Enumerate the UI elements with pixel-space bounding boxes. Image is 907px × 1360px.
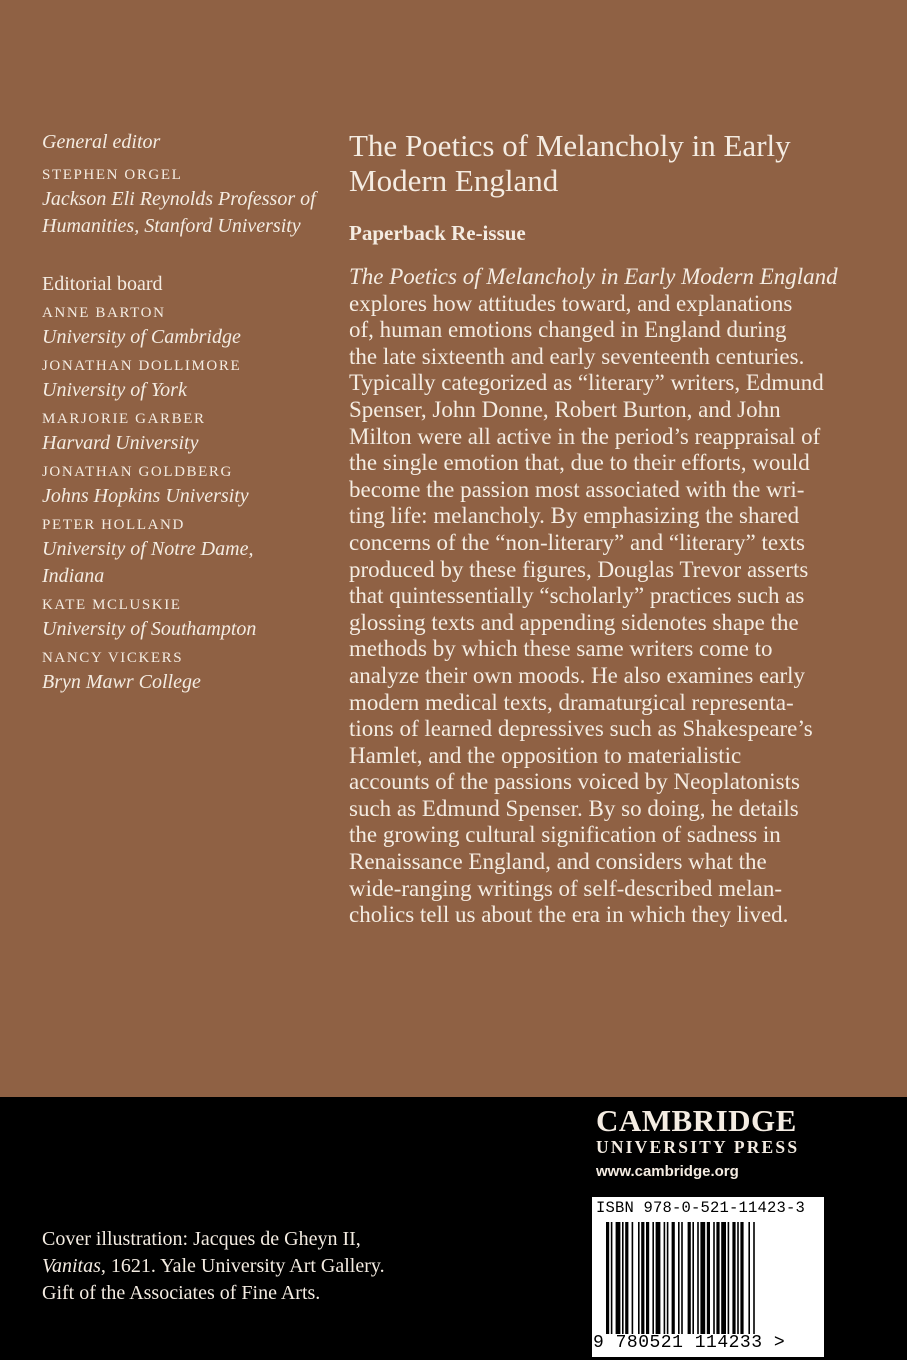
barcode-bar xyxy=(622,1222,624,1334)
isbn-label: ISBN 978-0-521-11423-3 xyxy=(596,1199,806,1217)
barcode-bar xyxy=(672,1222,675,1334)
publisher-name: CAMBRIDGE xyxy=(596,1103,797,1138)
barcode-bar xyxy=(740,1222,743,1334)
barcode-bar xyxy=(656,1222,661,1334)
blurb-line: the single emotion that, due to their efforts, would xyxy=(349,450,810,476)
board-member-affiliation: Harvard University xyxy=(42,432,199,454)
blurb-line: that quintessentially “scholarly” practices such as xyxy=(349,583,805,609)
book-title-line2: Modern England xyxy=(349,163,559,198)
board-member xyxy=(42,355,332,404)
board-member-name: ANNE BARTON xyxy=(42,305,166,321)
board-member xyxy=(42,514,332,590)
barcode-digits: 9 780521 114233 > xyxy=(593,1333,786,1353)
edition-label: Paperback Re-issue xyxy=(349,221,526,245)
barcode-bar xyxy=(652,1222,654,1334)
blurb-line: explores how attitudes toward, and explanations xyxy=(349,290,793,316)
board-member-name: PETER HOLLAND xyxy=(42,517,185,533)
general-editor-label: General editor xyxy=(42,131,161,153)
barcode-bar xyxy=(616,1222,621,1334)
cover-credit-line2-rest: , 1621. Yale University Art Gallery. xyxy=(100,1255,385,1277)
barcode-bar xyxy=(732,1222,735,1334)
board-member-name: JONATHAN DOLLIMORE xyxy=(42,358,242,374)
board-member xyxy=(42,594,332,643)
barcode-bar xyxy=(692,1222,694,1334)
board-member-affiliation: University of Notre Dame, xyxy=(42,538,254,560)
barcode-bar xyxy=(737,1222,739,1334)
barcode-bar xyxy=(664,1222,666,1334)
publisher-logo xyxy=(596,1105,826,1180)
board-member-name: MARJORIE GARBER xyxy=(42,411,206,427)
blurb-line: wide-ranging writings of self-described melan- xyxy=(349,875,783,901)
editorial-board-label: Editorial board xyxy=(42,273,163,295)
blurb-line: Milton were all active in the period’s reappraisal of xyxy=(349,423,821,449)
barcode-bar xyxy=(632,1222,634,1334)
blurb-line: the growing cultural signification of sadness in xyxy=(349,822,781,848)
barcode-bar xyxy=(748,1222,750,1334)
board-member-affiliation-line2: Indiana xyxy=(42,565,105,587)
barcode-bar xyxy=(700,1222,705,1334)
board-member-name: JONATHAN GOLDBERG xyxy=(42,464,233,480)
blurb-line: concerns of the “non-literary” and “literary” texts xyxy=(349,529,805,555)
board-member xyxy=(42,302,332,351)
general-editor-title-line2: Humanities, Stanford University xyxy=(42,215,301,237)
board-member-affiliation: University of York xyxy=(42,379,187,401)
board-member-affiliation: Bryn Mawr College xyxy=(42,671,201,693)
board-member-affiliation: University of Cambridge xyxy=(42,326,241,348)
barcode-bar xyxy=(697,1222,699,1334)
general-editor-title-line1: Jackson Eli Reynolds Professor of xyxy=(42,188,316,210)
barcode-bar xyxy=(681,1222,683,1334)
blurb-line: glossing texts and appending sidenotes shape the xyxy=(349,609,799,635)
board-member xyxy=(42,461,332,510)
general-editor-name: STEPHEN ORGEL xyxy=(42,167,183,183)
barcode-icon xyxy=(606,1222,806,1334)
blurb-line: cholics tell us about the era in which they lived. xyxy=(349,902,789,928)
book-blurb xyxy=(349,264,869,929)
blurb-line: ting life: melancholy. By emphasizing the shared xyxy=(349,503,800,529)
blurb-line: accounts of the passions voiced by Neoplatonists xyxy=(349,769,800,795)
blurb-line: such as Edmund Spenser. By so doing, he details xyxy=(349,795,799,821)
barcode-bar xyxy=(667,1222,669,1334)
publisher-subname: UNIVERSITY PRESS xyxy=(596,1137,800,1157)
description-column xyxy=(349,128,869,929)
barcode-bar xyxy=(611,1222,613,1334)
board-member-affiliation: University of Southampton xyxy=(42,618,257,640)
barcode-bar xyxy=(678,1222,680,1334)
blurb-line: Typically categorized as “literary” writers, Edmund xyxy=(349,370,824,396)
barcode-bar xyxy=(713,1222,715,1334)
blurb-line: become the passion most associated with the wri- xyxy=(349,476,805,502)
blurb-line: methods by which these same writers come to xyxy=(349,636,773,662)
board-member-affiliation: Johns Hopkins University xyxy=(42,485,249,507)
cover-credit-line3: Gift of the Associates of Fine Arts. xyxy=(42,1282,321,1304)
editors-column xyxy=(42,128,332,700)
blurb-line: modern medical texts, dramaturgical representa- xyxy=(349,689,794,715)
blurb-line: the late sixteenth and early seventeenth centuries. xyxy=(349,343,805,369)
blurb-line: Hamlet, and the opposition to materialistic xyxy=(349,742,742,768)
blurb-book-title: The Poetics of Melancholy in Early Modern England xyxy=(349,264,838,289)
barcode-bar xyxy=(638,1222,640,1334)
cover-credit-line1: Cover illustration: Jacques de Gheyn II, xyxy=(42,1228,361,1250)
book-title xyxy=(349,128,869,198)
blurb-line: tions of learned depressives such as Shakespeare’s xyxy=(349,716,813,742)
blurb-line: produced by these figures, Douglas Trevor asserts xyxy=(349,556,809,582)
board-member xyxy=(42,647,332,696)
board-member xyxy=(42,408,332,457)
blurb-line: analyze their own moods. He also examines early xyxy=(349,662,806,688)
barcode-bar xyxy=(646,1222,649,1334)
cover-credit xyxy=(42,1226,442,1307)
barcode-bar xyxy=(625,1222,628,1334)
board-member-name: KATE MCLUSKIE xyxy=(42,597,182,613)
blurb-line: Spenser, John Donne, Robert Burton, and John xyxy=(349,396,781,422)
cover-credit-line2 xyxy=(42,1253,442,1280)
barcode-bar xyxy=(728,1222,730,1334)
blurb-line: of, human emotions changed in England during xyxy=(349,317,787,343)
barcode-bar xyxy=(688,1222,691,1334)
artwork-title: Vanitas xyxy=(42,1255,101,1277)
book-title-line1: The Poetics of Melancholy in Early xyxy=(349,128,791,163)
barcode-bar xyxy=(721,1222,726,1334)
barcode-bar xyxy=(606,1222,609,1334)
barcode-bar xyxy=(641,1222,644,1334)
barcode-bar xyxy=(753,1222,755,1334)
barcode-bar xyxy=(716,1222,719,1334)
board-member-name: NANCY VICKERS xyxy=(42,650,184,666)
barcode-bar xyxy=(707,1222,710,1334)
publisher-url: www.cambridge.org xyxy=(596,1163,739,1180)
blurb-line: Renaissance England, and considers what the xyxy=(349,849,767,875)
